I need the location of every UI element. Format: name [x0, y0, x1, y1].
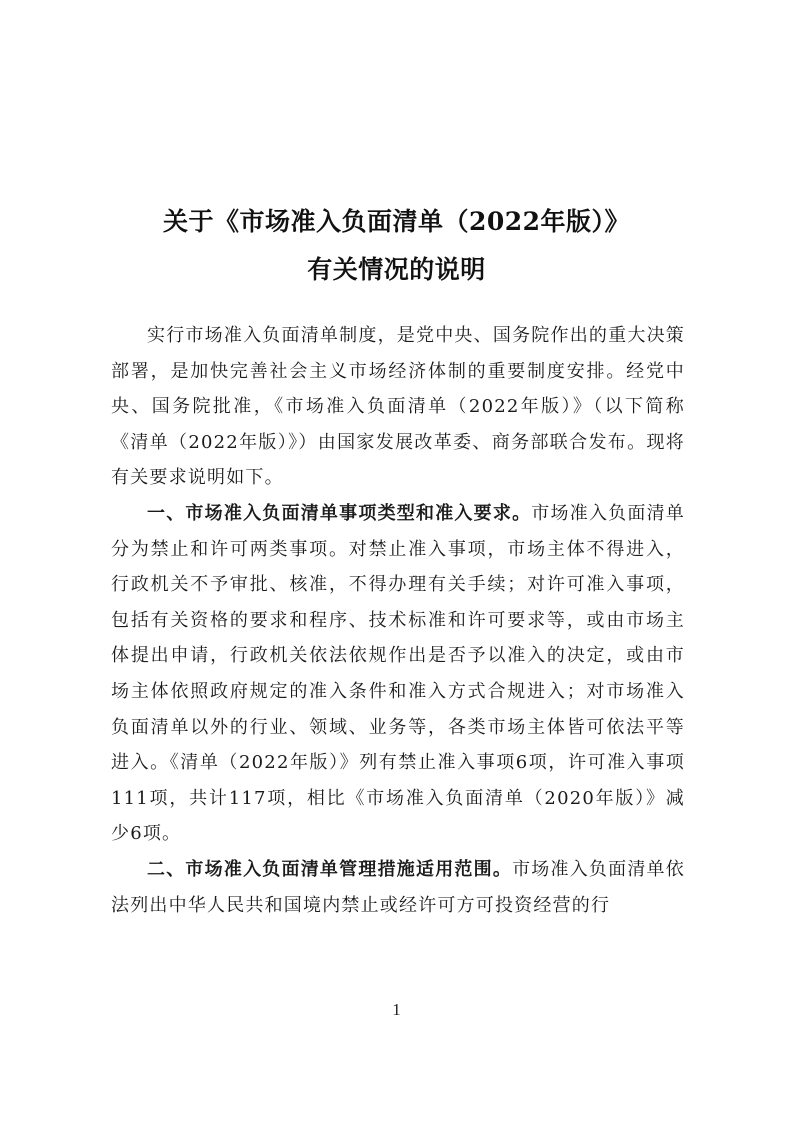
section-2-heading: 二、市场准入负面清单管理措施适用范围。 — [147, 858, 513, 880]
page-number: 1 — [392, 1000, 401, 1019]
section-1-text: 市场准入负面清单分为禁止和许可两类事项。对禁止准入事项，市场主体不得进入，行政机关不予审批、核准，不得办理有关手续；对许可准入事项，包括有关资格的要求和程序、技术标准和许可要求等，或由市场主体提出申请，行政机关依法依规作出是否予以准入的决定，或由市场主体依照政府规定的准入条件和准入方式合规进入；对市场准入负面清单以外的行业、领域、业务等，各类市场主体皆可依法平等进入。《清单（2022年版）》列有禁止准入事项6项，许可准入事项111项，共计117项，相比《市场准入负面清单（2020年版）》减少6项。 — [111, 502, 685, 845]
section-2-text: 市场准入负面清单依法列出中华人民共和国境内禁止或经许可方可投资经营的行 — [111, 858, 685, 916]
paragraph-section-1 — [111, 496, 685, 852]
paragraph-intro — [111, 318, 685, 496]
document-title-line-1: 关于《市场准入负面清单（2022年版）》 — [162, 207, 631, 236]
document-body — [111, 318, 685, 923]
paragraph-section-2 — [111, 852, 685, 923]
paragraph-intro-text: 实行市场准入负面清单制度，是党中央、国务院作出的重大决策部署，是加快完善社会主义市场经济体制的重要制度安排。经党中央、国务院批准，《市场准入负面清单（2022年版）》（以下简称《清单（2022年版）》）由国家发展改革委、商务部联合发布。现将有关要求说明如下。 — [111, 325, 685, 489]
document-title-line-2: 有关情况的说明 — [307, 255, 486, 284]
section-1-heading: 一、市场准入负面清单事项类型和准入要求。 — [147, 502, 532, 524]
